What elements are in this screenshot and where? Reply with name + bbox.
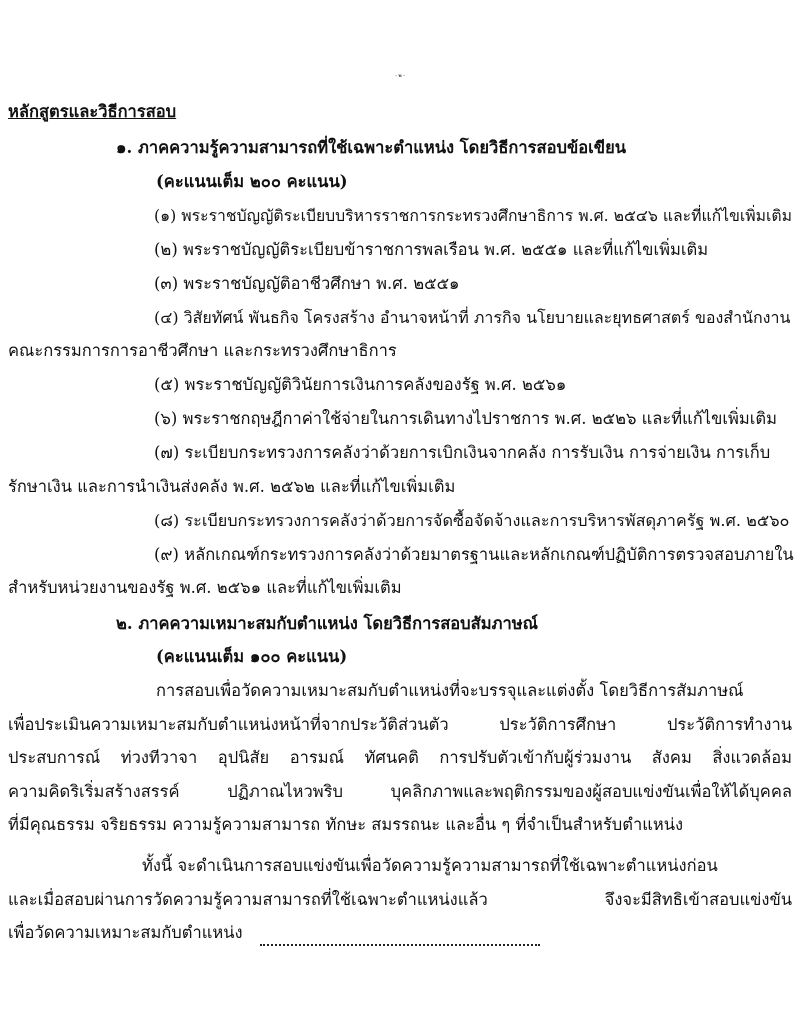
section-2-score: (คะแนนเต็ม ๑๐๐ คะแนน) bbox=[156, 647, 348, 666]
closing-paragraph-line: ทั้งนี้ จะดำเนินการสอบแข่งขันเพื่อวัดความรู้ความสามารถที่ใช้เฉพาะตำแหน่งก่อน bbox=[142, 856, 718, 875]
end-dotted-line bbox=[260, 944, 540, 946]
section-1-item-4-continuation: คณะกรรมการการอาชีวศึกษา และกระทรวงศึกษาธิการ bbox=[8, 341, 397, 360]
section-1-item-8: (๘) ระเบียบกระทรวงการคลังว่าด้วยการจัดซื้อจัดจ้างและการบริหารพัสดุภาครัฐ พ.ศ. ๒๕๖๐ bbox=[154, 511, 790, 530]
section-1-item-3: (๓) พระราชบัญญัติอาชีวศึกษา พ.ศ. ๒๕๕๑ bbox=[154, 274, 460, 293]
section-2-title: ๒. ภาคความเหมาะสมกับตำแหน่ง โดยวิธีการสอบสัมภาษณ์ bbox=[116, 614, 538, 633]
section-1-item-1: (๑) พระราชบัญญัติระเบียบบริหารราชการกระทรวงศึกษาธิการ พ.ศ. ๒๕๔๖ และที่แก้ไขเพิ่มเติม bbox=[154, 206, 792, 225]
section-2-paragraph-line: ความคิดริเริ่มสร้างสรรค์ ปฏิภาณไหวพริบ บุคลิกภาพและพฤติกรรมของผู้สอบแข่งขันเพื่อให้ได้บุคคล bbox=[8, 782, 792, 801]
section-2-paragraph-line: การสอบเพื่อวัดความเหมาะสมกับตำแหน่งที่จะบรรจุและแต่งตั้ง โดยวิธีการสัมภาษณ์ bbox=[156, 681, 744, 700]
section-2-paragraph-line: เพื่อประเมินความเหมาะสมกับตำแหน่งหน้าที่จากประวัติส่วนตัว ประวัติการศึกษา ประวัติการทำงาน bbox=[8, 715, 792, 734]
section-1-title: ๑. ภาคความรู้ความสามารถที่ใช้เฉพาะตำแหน่ง โดยวิธีการสอบข้อเขียน bbox=[116, 138, 627, 157]
section-2-paragraph-line: ประสบการณ์ ท่วงทีวาจา อุปนิสัย อารมณ์ ทัศนคติ การปรับตัวเข้ากับผู้ร่วมงาน สังคม สิ่งแวดล้อม bbox=[8, 748, 792, 767]
section-1-item-6: (๖) พระราชกฤษฎีกาค่าใช้จ่ายในการเดินทางไปราชการ พ.ศ. ๒๕๒๖ และที่แก้ไขเพิ่มเติม bbox=[154, 409, 777, 428]
section-2-paragraph-line: ที่มีคุณธรรม จริยธรรม ความรู้ความสามารถ ทักษะ สมรรถนะ และอื่น ๆ ที่จำเป็นสำหรับตำแหน่ง bbox=[8, 815, 684, 834]
section-1-item-2: (๒) พระราชบัญญัติระเบียบข้าราชการพลเรือน พ.ศ. ๒๕๕๑ และที่แก้ไขเพิ่มเติม bbox=[154, 240, 709, 259]
section-1-item-7: (๗) ระเบียบกระทรวงการคลังว่าด้วยการเบิกเงินจากคลัง การรับเงิน การจ่ายเงิน การเก็บ bbox=[154, 443, 771, 462]
section-1-item-4: (๔) วิสัยทัศน์ พันธกิจ โครงสร้าง อำนาจหน้าที่ ภารกิจ นโยบายและยุทธศาสตร์ ของสำนักงาน bbox=[154, 308, 791, 327]
section-1-score: (คะแนนเต็ม ๒๐๐ คะแนน) bbox=[156, 172, 348, 191]
section-heading: หลักสูตรและวิธีการสอบ bbox=[8, 102, 177, 121]
section-1-item-9: (๙) หลักเกณฑ์กระทรวงการคลังว่าด้วยมาตรฐานและหลักเกณฑ์ปฏิบัติการตรวจสอบภายใน bbox=[154, 545, 794, 564]
section-1-item-9-continuation: สำหรับหน่วยงานของรัฐ พ.ศ. ๒๕๖๑ และที่แก้ไขเพิ่มเติม bbox=[8, 578, 402, 597]
closing-paragraph-line: เพื่อวัดความเหมาะสมกับตำแหน่ง bbox=[8, 923, 243, 942]
section-1-item-7-continuation: รักษาเงิน และการนำเงินส่งคลัง พ.ศ. ๒๕๖๒ และที่แก้ไขเพิ่มเติม bbox=[8, 477, 456, 496]
page-number: - ๒ - bbox=[395, 73, 405, 79]
section-1-item-5: (๕) พระราชบัญญัติวินัยการเงินการคลังของรัฐ พ.ศ. ๒๕๖๑ bbox=[154, 375, 567, 394]
closing-paragraph-line: และเมื่อสอบผ่านการวัดความรู้ความสามารถที่ใช้เฉพาะตำแหน่งแล้ว จึงจะมีสิทธิเข้าสอบแข่งขัน bbox=[8, 890, 792, 909]
